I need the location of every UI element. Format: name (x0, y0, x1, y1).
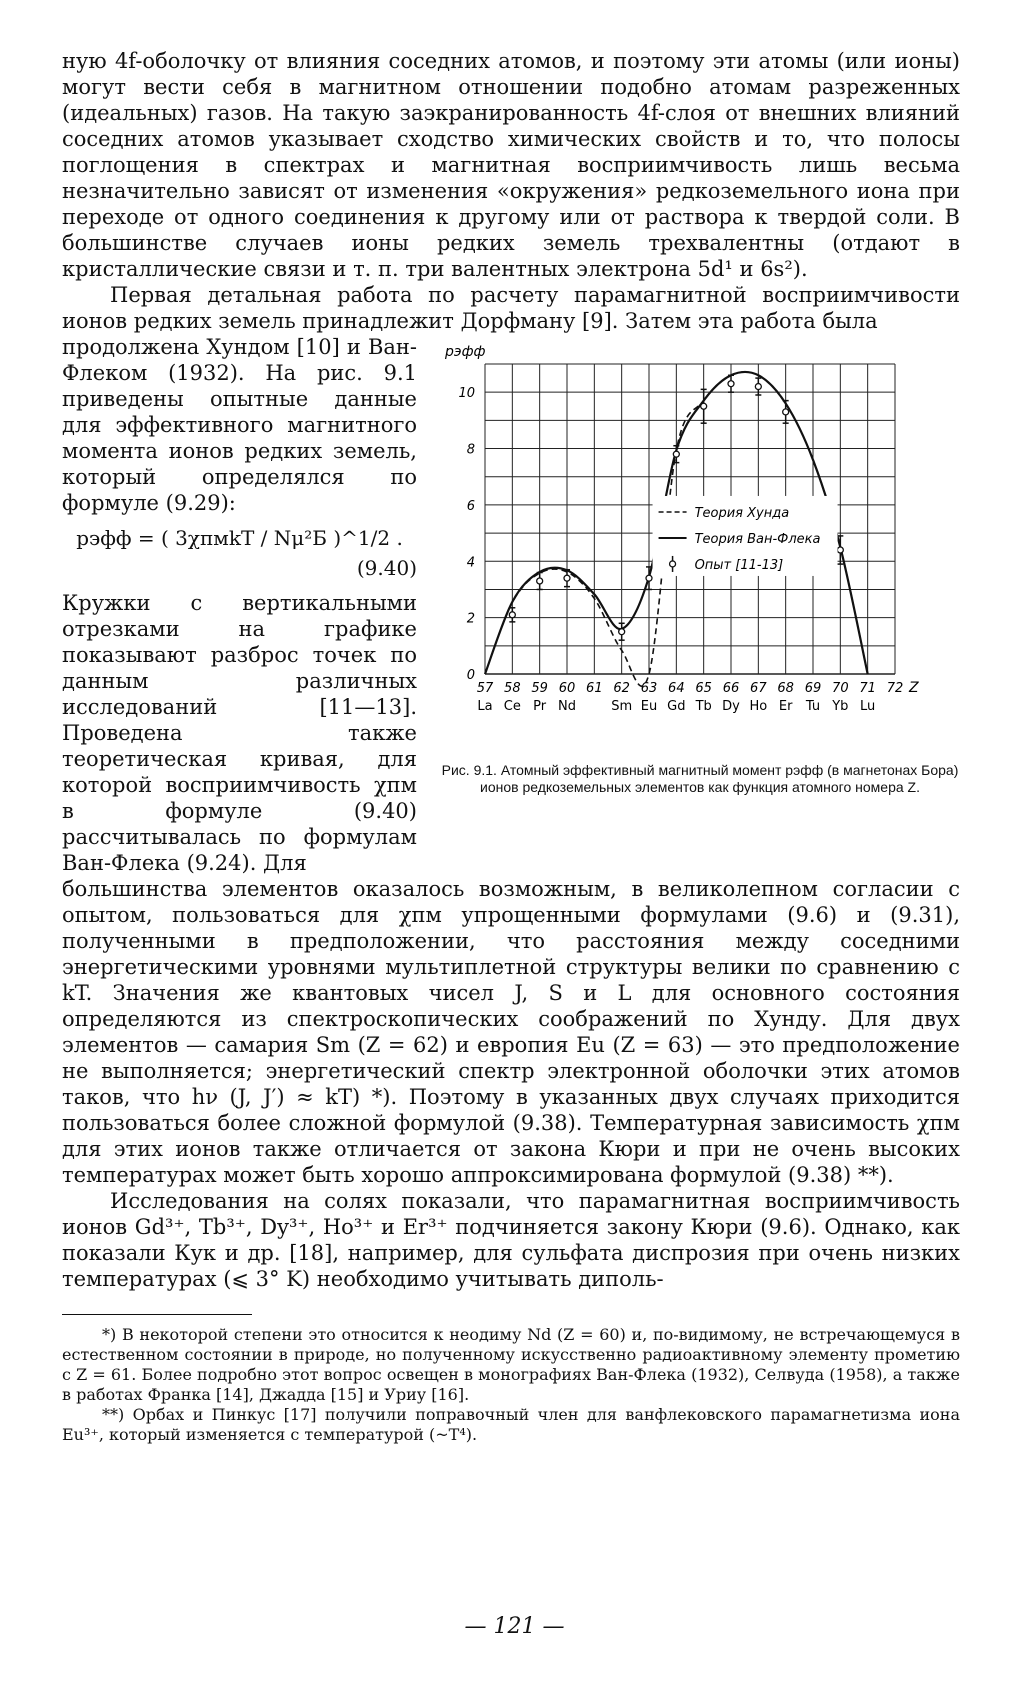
y-tick-label: 2 (466, 611, 475, 627)
paragraph-2-left: продолжена Хундом [10] и Ван-Флеком (1932). На рис. 9.1 приведены опытные данные для эффективного магнитного момента ионов редких земель, который определялся по формуле (9.29): (62, 335, 417, 515)
data-point (783, 409, 789, 415)
element-label: La (477, 699, 493, 714)
data-point (701, 403, 707, 409)
x-tick-label: 66 (722, 681, 740, 696)
x-tick-label: 62 (613, 681, 630, 696)
legend-label: Теория Ван-Флека (694, 531, 821, 547)
data-point (755, 384, 761, 390)
element-label: Ce (503, 699, 521, 714)
paragraph-3-rest: большинства элементов оказалось возможным, в великолепном согласии с опытом, пользоваться для χпм упрощенными формулами (9.6) и (9.31), полученными в предположении, что расстояния между соседними энергетическими уровнями мультиплетной структуры велики по сравнению с kT. Значения же квантовых чисел J, S и L для основного состояния определяются из спектроскопических соображений по Хунду. Для двух элементов — самария Sm (Z = 62) и европия Eu (Z = 63) — это предположение не выполняется; энергетический спектр электронной оболочки этих атомов таков, что hν (J, J′) ≈ kT) *). Поэтому в указанных двух случаях приходится пользоваться более сложной формулой (9.38). Температурная зависимость χпм для этих ионов также отличается от закона Кюри и при не очень высоких температурах может быть хорошо аппроксимирована формулой (9.38) **). (62, 877, 960, 1187)
x-tick-label: 64 (668, 681, 685, 696)
footnote-rule (62, 1314, 252, 1315)
data-point (646, 575, 652, 581)
element-label: Er (778, 699, 793, 714)
figure-caption: Рис. 9.1. Атомный эффективный магнитный момент pэфф (в магнетонах Бора) ионов редкоземельных элементов как функция атомного номера Z. (441, 762, 959, 795)
x-tick-label: 60 (558, 681, 576, 696)
footnote-2: **) Орбах и Пинкус [17] получили поправочный член для ванфлековского парамагнетизма иона Eu³⁺, который изменяется с температурой (~T⁴). (62, 1405, 960, 1444)
legend-label: Теория Хунда (694, 505, 790, 521)
paragraph-1: ную 4f-оболочку от влияния соседних атомов, и поэтому эти атомы (или ионы) могут вести себя в магнитном отношении подобно атомам разреженных (идеальных) газов. На такую заэкранированность 4f-слоя от внешних влияний соседних атомов указывает сходство химических свойств и то, что полосы поглощения в спектрах и магнитная восприимчивость лишь весьма незначительно зависят от изменения «окружения» редкоземельного иона при переходе от одного соединения к другому или от раствора к твердой соли. В большинстве случаев ионы редких земель трехвалентны (отдают в кристаллические связи и т. п. три валентных электрона 5d¹ и 6s²). (62, 49, 960, 281)
paragraph-4: Исследования на солях показали, что парамагнитная восприимчивость ионов Gd³⁺, Tb³⁺, Dy³⁺, Ho³⁺ и Er³⁺ подчиняется закону Кюри (9.6). Однако, как показали Кук и др. [18], например, для сульфата диспрозия при очень низких температурах (⩽ 3° K) необходимо учитывать диполь- (62, 1189, 960, 1291)
legend-swatch-marker (670, 561, 676, 567)
left-column (62, 334, 417, 876)
x-tick-label: 71 (859, 681, 876, 696)
footnote-1: *) В некоторой степени это относится к неодиму Nd (Z = 60) и, по-видимому, не встречающемуся в естественном состоянии в природе, но полученному искусственно радиоактивному элементу прометию с Z = 61. Более подробно этот вопрос освещен в монографиях Ван-Флека (1932), Селвуда (1958), а также в работах Франка [14], Джадда [15] и Уриу [16]. (62, 1325, 960, 1404)
x-tick-label: 63 (640, 681, 658, 696)
x-tick-label: 58 (504, 681, 521, 696)
formula-9-40: pэфф = ( 3χпмkT / Nμ²Б )^1/2 . (76, 526, 403, 550)
x-tick-label: 70 (832, 681, 849, 696)
data-point (728, 381, 734, 387)
y-tick-label: 8 (466, 442, 475, 458)
y-tick-label: 10 (458, 386, 475, 402)
figure-9-1 (440, 334, 960, 796)
x-tick-label: 67 (750, 681, 767, 696)
data-point (509, 612, 515, 618)
element-label: Ho (749, 699, 768, 714)
legend-label: Опыт [11-13] (694, 557, 784, 573)
equation-number: (9.40) (356, 556, 417, 580)
paragraph-2-start: Первая детальная работа по расчету парамагнитной восприимчивости ионов редких земель принадлежит Дорфману [9]. Затем эта работа была (62, 283, 960, 333)
paragraph-3-left: Кружки с вертикальными отрезками на графике показывают разброс точек по данным различных исследований [11—13]. Проведена также теоретическая кривая, для которой восприимчивость χпм в формуле (9.40) рассчитывалась по формулам Ван-Флека (9.24). Для (62, 591, 417, 875)
x-tick-label: 72 (886, 681, 904, 696)
data-point (673, 451, 679, 457)
element-label: Eu (640, 699, 658, 714)
y-axis-label: pэфф (445, 344, 486, 360)
element-label: Gd (667, 699, 686, 714)
element-label: Sm (611, 699, 633, 714)
element-label: Tu (805, 699, 821, 714)
x-axis-label: Z (909, 680, 919, 696)
x-tick-label: 65 (695, 681, 712, 696)
x-tick-label: 69 (804, 681, 822, 696)
data-point (619, 629, 625, 635)
y-tick-label: 6 (466, 498, 475, 514)
chart-svg (440, 334, 960, 754)
x-tick-label: 59 (531, 681, 548, 696)
footnotes (62, 1325, 960, 1445)
element-label: Yb (832, 699, 849, 714)
element-label: Nd (558, 699, 576, 714)
x-tick-label: 68 (777, 681, 794, 696)
x-tick-label: 61 (586, 681, 603, 696)
data-point (564, 575, 570, 581)
data-point (537, 578, 543, 584)
y-tick-label: 4 (466, 555, 475, 571)
page-number: — 121 — (464, 1614, 565, 1639)
x-tick-label: 57 (476, 681, 494, 696)
element-label: Lu (860, 699, 876, 714)
element-label: Pr (533, 699, 547, 714)
element-label: Tb (695, 699, 712, 714)
data-point (837, 547, 843, 553)
page (62, 48, 960, 1445)
element-label: Dy (722, 699, 740, 714)
y-tick-label: 0 (466, 668, 475, 683)
